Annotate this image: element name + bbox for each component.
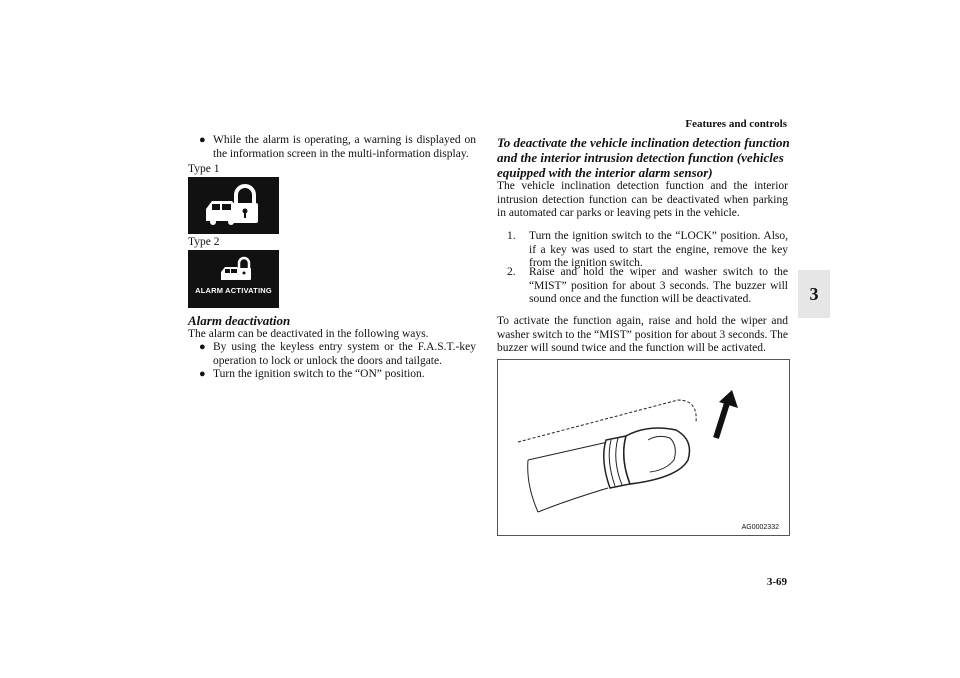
section-heading: To deactivate the vehicle inclination detection function and the interior intrusion detection function (vehicles equipped with the interior alarm sensor): [497, 135, 790, 180]
screen-text: ALARM ACTIVATING: [195, 286, 272, 295]
bullet-keyless-text: By using the keyless entry system or the F.A.S.T.-key operation to lock or unlock the doors and tailgate.: [213, 341, 476, 367]
bullet-ignition-text: Turn the ignition switch to the “ON” position.: [213, 368, 425, 380]
deactivation-intro: The alarm can be deactivated in the following ways.: [188, 328, 429, 340]
step-1: [507, 230, 788, 270]
bullet-warning: [199, 134, 476, 162]
step-number: 1.: [507, 230, 516, 242]
type2-label: Type 2: [188, 236, 220, 248]
display-screen-type2: [188, 250, 279, 308]
step-text: Turn the ignition switch to the “LOCK” position. Also, if a key was used to start the engine, remove the key from the ignition switch.: [529, 230, 788, 270]
bullet-icon: ●: [199, 134, 206, 146]
wiper-switch-figure: [497, 359, 790, 536]
step-2: [507, 266, 788, 306]
wiper-switch-illustration: [498, 360, 789, 535]
car-lock-small-icon: [188, 250, 279, 290]
section-intro: The vehicle inclination detection function and the interior intrusion detection function can be deactivated when parking in automated car parks or leaving pets in the vehicle.: [497, 180, 788, 220]
bullet-icon: ●: [199, 368, 206, 380]
alarm-deactivation-heading: Alarm deactivation: [188, 313, 291, 328]
step-number: 2.: [507, 266, 516, 278]
chapter-tab: [798, 270, 830, 318]
step-text: Raise and hold the wiper and washer switch to the “MIST” position for about 3 seconds. The buzzer will sound once and the function will be deactivated.: [529, 266, 788, 306]
bullet-keyless: [199, 341, 476, 369]
bullet-ignition: [199, 368, 476, 382]
car-lock-icon: [188, 177, 279, 234]
bullet-icon: ●: [199, 341, 206, 353]
display-screen-type1: [188, 177, 279, 234]
type1-label: Type 1: [188, 163, 220, 175]
header-title: Features and controls: [685, 118, 787, 130]
bullet-warning-text: While the alarm is operating, a warning is displayed on the information screen in the multi-information display.: [213, 134, 476, 160]
page-number: 3-69: [766, 576, 787, 588]
figure-code: AG0002332: [741, 524, 779, 531]
chapter-number: 3: [809, 283, 819, 304]
reactivate-text: To activate the function again, raise and hold the wiper and washer switch to the “MIST” position for about 3 seconds. The buzzer will sound twice and the function will be activated.: [497, 315, 788, 355]
